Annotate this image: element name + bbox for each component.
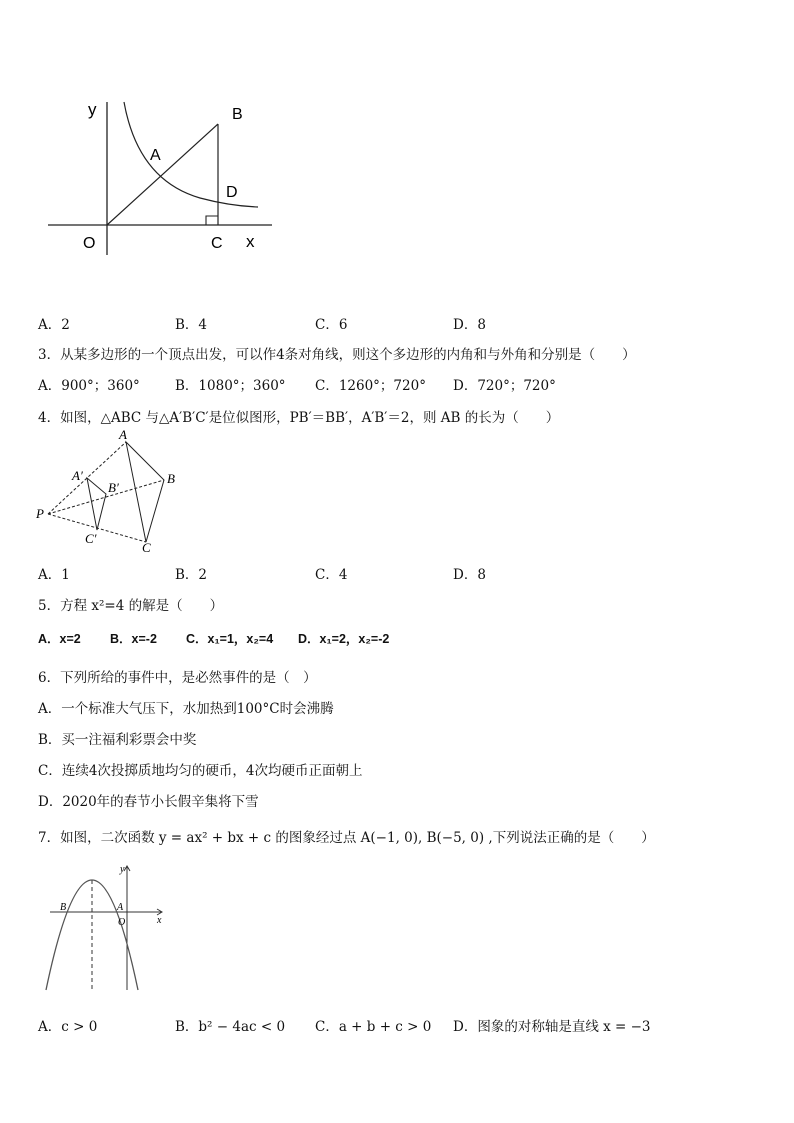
q2-option-c[interactable]: C．6: [315, 317, 348, 333]
q3-option-d[interactable]: D．720°；720°: [453, 378, 556, 394]
q2-option-d[interactable]: D．8: [453, 317, 486, 333]
q4-option-d[interactable]: D．8: [453, 567, 486, 583]
q7-option-d[interactable]: D．图象的对称轴是直线 x = −3: [453, 1019, 651, 1035]
q6-option-b[interactable]: B．买一注福利彩票会中奖: [38, 732, 197, 748]
q6-option-d[interactable]: D．2020年的春节小长假辛集将下雪: [38, 794, 259, 810]
label-O: O: [83, 235, 96, 252]
q4-option-c[interactable]: C．4: [315, 567, 348, 583]
label-C: C: [211, 235, 223, 252]
q7-option-a[interactable]: A．c > 0: [38, 1019, 98, 1035]
figure-hyperbola: [40, 90, 280, 260]
label-B-prime: B′: [108, 480, 119, 495]
figure-parabola: [40, 860, 180, 996]
label-A: A: [150, 147, 161, 164]
q5-stem: 5．方程 x²=4 的解是（ ）: [38, 598, 224, 614]
label-x: x: [246, 232, 255, 251]
q3-stem: 3．从某多边形的一个顶点出发，可以作4条对角线，则这个多边形的内角和与外角和分别是（ ）: [38, 347, 636, 363]
label-x: x: [157, 915, 162, 926]
q6-stem: 6．下列所给的事件中，是必然事件的是（ ）: [38, 670, 317, 686]
label-A: A: [117, 902, 124, 913]
triangle-ABC: [126, 442, 164, 542]
label-B: B: [60, 902, 67, 913]
label-y: y: [120, 864, 125, 875]
label-B: B: [167, 471, 175, 486]
q4-stem: 4．如图，△ABC 与△A′B′C′是位似图形，PB′＝BB′，A′B′＝2，则 AB 的长为（ ）: [38, 410, 560, 426]
q6-option-a[interactable]: A．一个标准大气压下，水加热到100°C时会沸腾: [38, 701, 334, 717]
q2-option-a[interactable]: A．2: [38, 317, 70, 333]
label-B: B: [232, 106, 243, 123]
ray-PB: [48, 480, 164, 514]
q4-option-b[interactable]: B．2: [175, 567, 208, 583]
label-O: O: [118, 917, 126, 928]
q4-option-a[interactable]: A．1: [38, 567, 70, 583]
label-y: y: [88, 100, 97, 119]
q3-option-b[interactable]: B．1080°；360°: [175, 378, 286, 394]
q7-option-c[interactable]: C．a + b + c > 0: [315, 1019, 432, 1035]
label-C: C: [142, 540, 151, 554]
q5-option-b[interactable]: B．x=-2: [110, 632, 157, 646]
q2-option-b[interactable]: B．4: [175, 317, 208, 333]
label-C-prime: C′: [85, 531, 97, 546]
q5-option-c[interactable]: C．x₁=1，x₂=4: [186, 632, 274, 646]
q7-option-b[interactable]: B．b² − 4ac < 0: [175, 1019, 286, 1035]
q5-option-a[interactable]: A．x=2: [38, 632, 81, 646]
q3-option-c[interactable]: C．1260°；720°: [315, 378, 426, 394]
q5-option-d[interactable]: D．x₁=2，x₂=-2: [298, 632, 390, 646]
q7-stem: 7．如图，二次函数 y = ax² + bx + c 的图象经过点 A(−1, 0), B(−5, 0) ,下列说法正确的是（ ）: [38, 830, 655, 846]
right-angle-mark: [206, 216, 218, 225]
label-D: D: [226, 184, 238, 201]
segment-OB: [107, 124, 218, 225]
q6-option-c[interactable]: C．连续4次投掷质地均匀的硬币，4次均硬币正面朝上: [38, 763, 363, 779]
label-A: A: [119, 428, 127, 442]
figure-homothety: [34, 428, 184, 554]
label-A-prime: A′: [72, 468, 83, 483]
q3-option-a[interactable]: A．900°；360°: [38, 378, 140, 394]
triangle-A1B1C1: [87, 478, 106, 530]
label-P: P: [36, 506, 44, 521]
